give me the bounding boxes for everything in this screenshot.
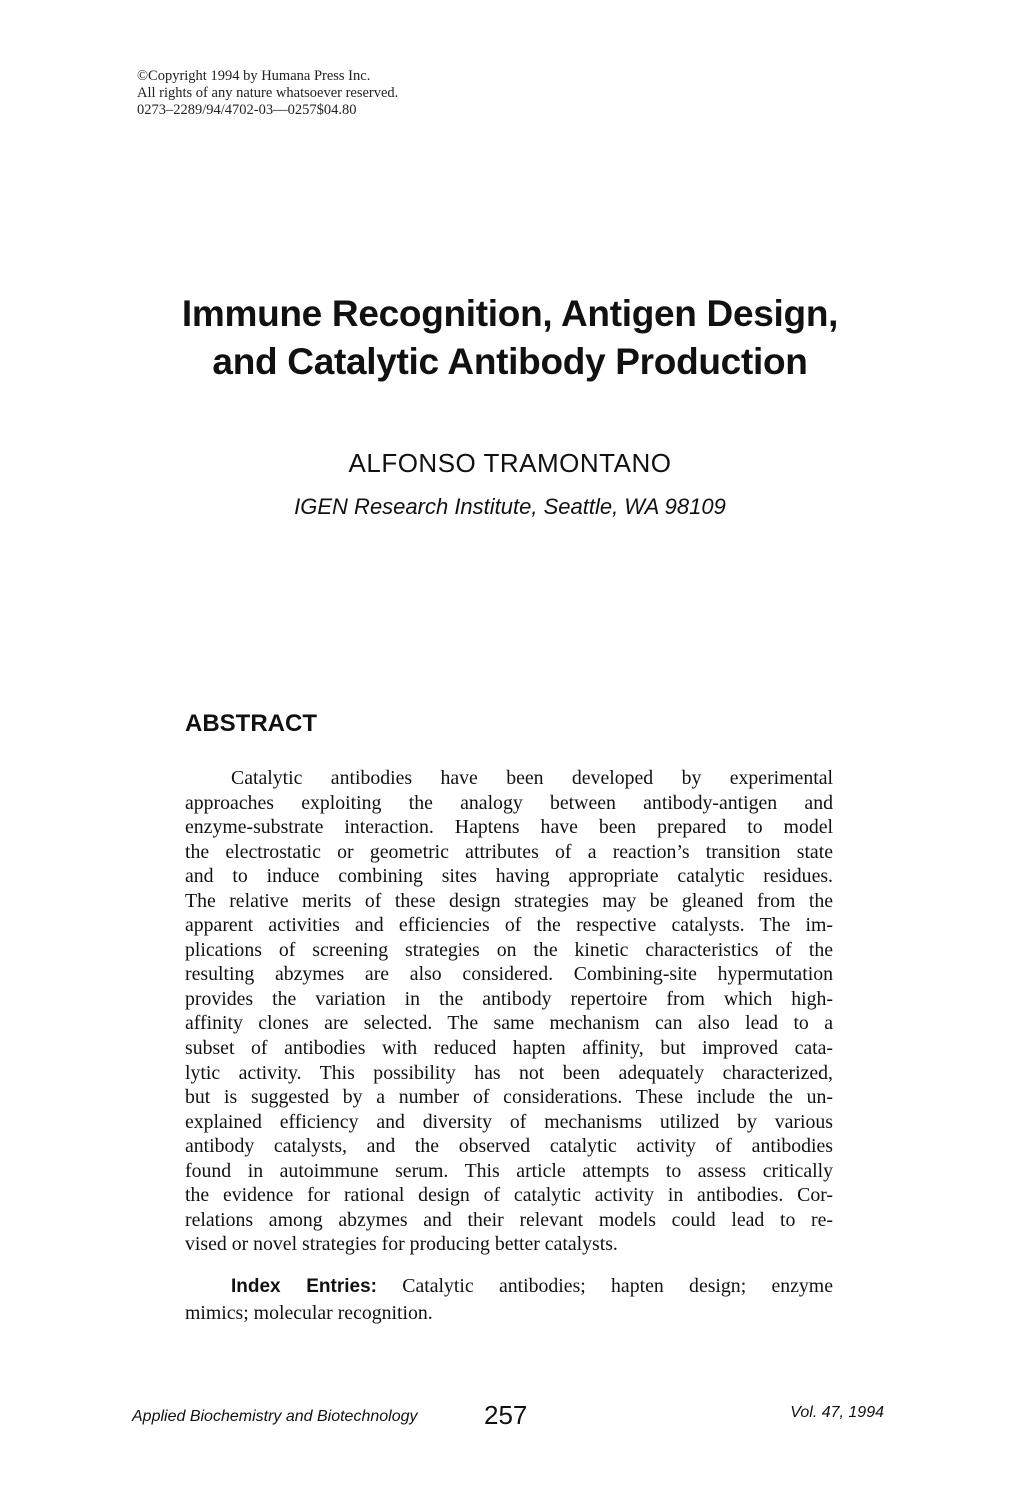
abstract-line: found in autoimmune serum. This article attempts to assess critically	[185, 1159, 833, 1182]
copyright-line: ©Copyright 1994 by Humana Press Inc.	[137, 68, 371, 84]
copyright-line: All rights of any nature whatsoever reserved.	[137, 85, 399, 101]
article-title	[120, 290, 900, 386]
abstract-line: approaches exploiting the analogy between antibody-antigen and	[185, 791, 833, 814]
abstract-line: vised or novel strategies for producing better catalysts.	[185, 1233, 618, 1256]
abstract-line: the evidence for rational design of catalytic activity in antibodies. Cor-	[185, 1184, 833, 1207]
abstract-line: lytic activity. This possibility has not been adequately characterized,	[185, 1061, 833, 1084]
abstract-line: Catalytic antibodies have been developed by experimental	[231, 767, 833, 789]
abstract-body	[185, 766, 833, 1257]
abstract-line: affinity clones are selected. The same mechanism can also lead to a	[185, 1012, 833, 1035]
abstract-line: resulting abzymes are also considered. Combining-site hypermutation	[185, 963, 833, 986]
abstract-heading: ABSTRACT	[185, 710, 317, 737]
index-entries-line: mimics; molecular recognition.	[185, 1302, 433, 1324]
abstract-line: the electrostatic or geometric attributes of a reaction’s transition state	[185, 840, 833, 863]
abstract-line: enzyme-substrate interaction. Haptens have been prepared to model	[185, 816, 833, 839]
abstract-line: and to induce combining sites having appropriate catalytic residues.	[185, 865, 833, 888]
index-entries	[185, 1273, 833, 1326]
page-number: 257	[484, 1400, 528, 1430]
volume-info: Vol. 47, 1994	[790, 1404, 884, 1421]
author-affiliation: IGEN Research Institute, Seattle, WA 98109	[294, 494, 726, 519]
index-entries-label: Index Entries:	[231, 1276, 377, 1297]
copyright-notice	[137, 68, 398, 119]
page-footer	[132, 1400, 884, 1440]
abstract-line: plications of screening strategies on the kinetic characteristics of the	[185, 938, 833, 961]
abstract-line: but is suggested by a number of considerations. These include the un-	[185, 1086, 833, 1109]
index-entries-line	[185, 1273, 833, 1300]
index-entries-text: Catalytic antibodies; hapten design; enzyme	[402, 1275, 833, 1297]
abstract-line: subset of antibodies with reduced hapten affinity, but improved cata-	[185, 1037, 833, 1060]
author-name: ALFONSO TRAMONTANO	[348, 448, 672, 478]
abstract-line: provides the variation in the antibody repertoire from which high-	[185, 987, 833, 1010]
abstract-line: antibody catalysts, and the observed catalytic activity of antibodies	[185, 1135, 833, 1158]
abstract-line: The relative merits of these design strategies may be gleaned from the	[185, 889, 833, 912]
title-line: Immune Recognition, Antigen Design,	[181, 293, 839, 334]
abstract-line: apparent activities and efficiencies of the respective catalysts. The im-	[185, 914, 833, 937]
copyright-line: 0273–2289/94/4702-03—0257$04.80	[137, 102, 357, 118]
journal-name: Applied Biochemistry and Biotechnology	[132, 1408, 418, 1425]
abstract-line: explained efficiency and diversity of mechanisms utilized by various	[185, 1110, 833, 1133]
abstract-line: relations among abzymes and their relevant models could lead to re-	[185, 1208, 833, 1231]
title-line: and Catalytic Antibody Production	[212, 341, 808, 382]
